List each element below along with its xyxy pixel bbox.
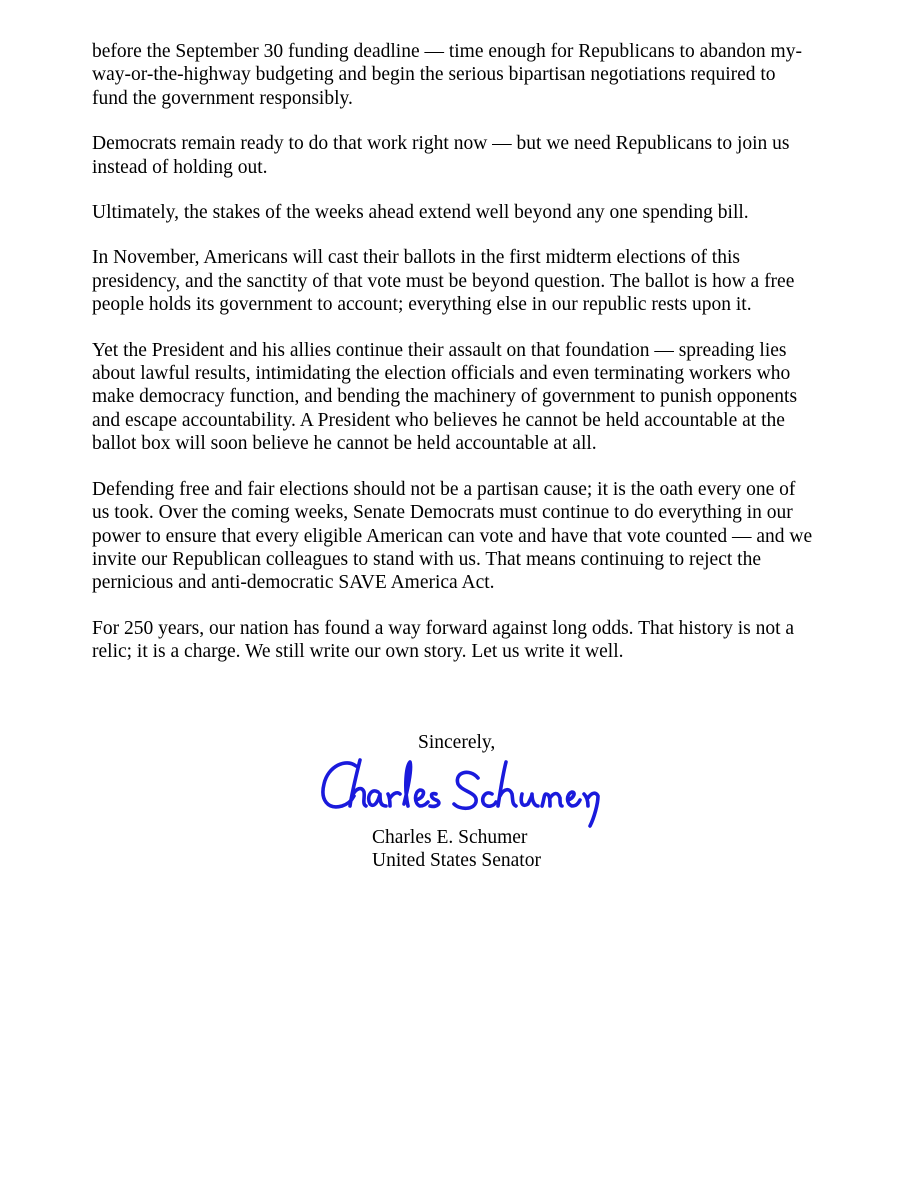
paragraph: Democrats remain ready to do that work right now — but we need Republicans to join us instead of holding out. [92, 133, 790, 178]
paragraph: For 250 years, our nation has found a way forward against long odds. That history is not a relic; it is a charge. We still write our own story. Let us write it well. [92, 617, 795, 663]
paragraph: Ultimately, the stakes of the weeks ahead extend well beyond any one spending bill. [92, 202, 749, 224]
paragraph: Defending free and fair elections should not be a partisan cause; it is the oath every one of us took. Over the coming weeks, Senate Democrats must continue to do everything in our power to ensure that every eligible American can vote and have that vote counted — and we invite our Republican colleagues to stand with us. That means continuing to reject the pernicious and anti-democratic SAVE America Act. [92, 478, 813, 594]
signer-title: United States Senator [372, 850, 541, 872]
paragraph: In November, Americans will cast their ballots in the first midterm elections of this presidency, and the sanctity of that vote must be beyond question. The ballot is how a free people holds its government to account; everything else in our republic rests upon it. [92, 247, 795, 316]
paragraph: before the September 30 funding deadline — time enough for Republicans to abandon my-way-or-the-highway budgeting and begin the serious bipartisan negotiations required to fund the government responsibly. [92, 41, 802, 109]
closing-salutation: Sincerely, [418, 732, 496, 753]
signer-name: Charles E. Schumer [372, 827, 528, 848]
signature-block [372, 826, 541, 873]
signature-strokes [323, 760, 598, 826]
letter-body [92, 40, 814, 686]
handwritten-signature [316, 748, 606, 828]
paragraph: Yet the President and his allies continue their assault on that foundation — spreading lies about lawful results, intimidating the election officials and even terminating workers who make democracy function, and bending the machinery of government to punish opponents and escape accountability. A President who believes he cannot be held accountable at the ballot box will soon believe he cannot be held accountable at all. [92, 339, 798, 455]
